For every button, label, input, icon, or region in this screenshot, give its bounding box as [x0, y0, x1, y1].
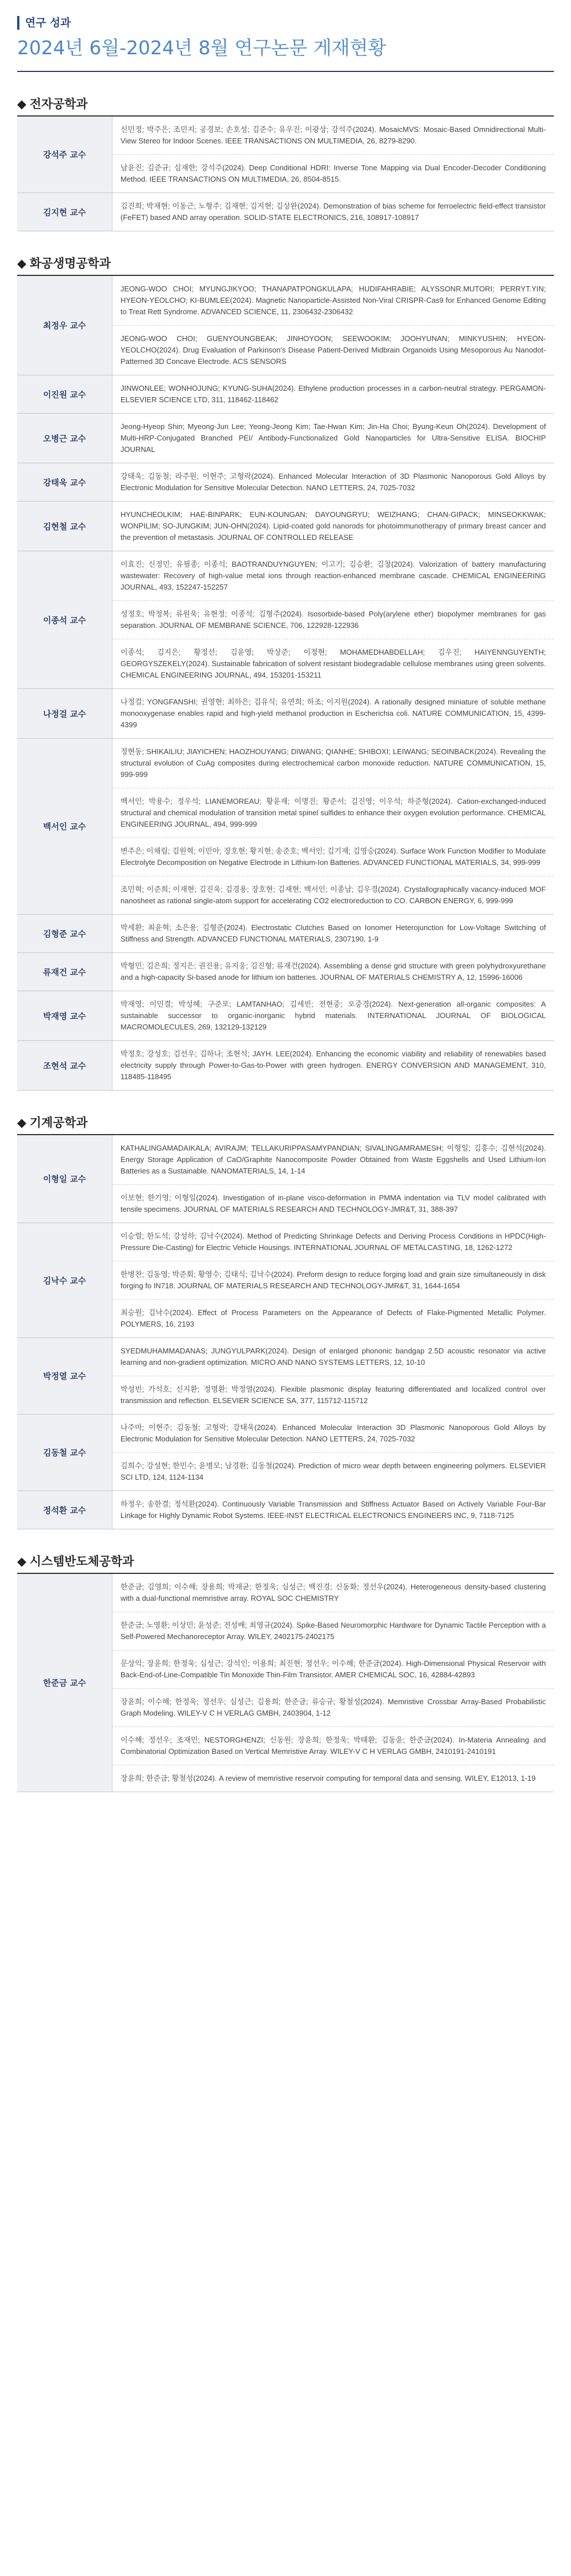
publication-row [17, 551, 554, 601]
publication-citation: 장윤희; 이수해; 한정욱; 정선우; 심성근; 김용희; 한준금; 류승규; 황철성(2024). Memristive Crossbar Array-Based Probabilistic Graph Modeling. WILEY-V C H VERLAG GMBH, 2403904, 1-12 [112, 1689, 554, 1727]
section-title [17, 96, 554, 112]
publication-table [17, 1574, 554, 1792]
section-title [17, 1553, 554, 1569]
sections-container [0, 96, 571, 1792]
publication-row [17, 1491, 554, 1529]
publication-row [17, 1415, 554, 1453]
diamond-bullet-icon: ◆ [17, 97, 27, 111]
publication-row [17, 953, 554, 991]
publication-citation: 박형민; 김은희; 정지은; 권진용; 유지웅; 김진형; 류재건(2024). Assembling a dense grid structure with green polyhydroxyurethane and a high-capacity Si-based anode for lithium ion batteries. JOURNAL OF MATERIALS CHEMISTRY A, 12, 15996-16006 [112, 953, 554, 991]
publication-row [17, 1135, 554, 1185]
professor-name: 김지현 교수 [17, 193, 112, 231]
publication-row [17, 689, 554, 739]
publication-citation: 박세환; 최윤혁; 소은용; 김형준(2024). Electrostatic Clutches Based on Ionomer Heterojunction for Low-Voltage Switching of Stiffness and Strength. ADVANCED FUNCTIONAL MATERIALS, 2307190, 1-9 [112, 915, 554, 953]
publication-citation: 남윤진; 김준규; 심재한; 강석주(2024). Deep Conditional HDRI: Inverse Tone Mapping via Dual Encoder-Decoder Conditioning Method. IEEE TRANSACTIONS ON MULTIMEDIA, 26, 8504-8515. [112, 155, 554, 193]
publication-table [17, 276, 554, 1091]
publication-citation: 나정걸; YONGFANSHI; 권영현; 최하은; 김유식; 유연희; 하조; 이지원(2024). A rationally designed miniature of soluble methane monooxygenase enables rapid and high-yield methanol production in Escherichia coli. NATURE COMMUNICATION, 15, 4399-4399 [112, 689, 554, 739]
publication-row [17, 1041, 554, 1091]
professor-name: 조현석 교수 [17, 1041, 112, 1091]
professor-name: 최정우 교수 [17, 276, 112, 375]
publication-citation: 박재영; 이민결; 박성혜; 구준모; LAMTANHAO; 김세빈; 전현중; 오중경(2024). Next-generation all-organic composites: A sustainable successor to organic-inorganic hybrid materials. INTERNATIONAL JOURNAL OF BIOLOGICAL MACROMOLECULES, 269, 132129-132129 [112, 991, 554, 1041]
publication-citation: 정현동; SHIKAILIU; JIAYICHEN; HAOZHOUYANG; DIWANG; QIANHE; SHIBOXI; LEIWANG; SEOINBACK(2024). Revealing the structural evolution of CuAg composites during electrochemical carbon monoxide reduction. NATURE COMMUNICATION, 15, 999-999 [112, 739, 554, 788]
section-title [17, 1115, 554, 1131]
publication-row [17, 375, 554, 414]
publication-citation: KATHALINGAMADAIKALA; AVIRAJM; TELLAKURIPPASAMYPANDIAN; SIVALINGAMRAMESH; 이형일; 김흥수; 김현석(2024). Energy Storage Application of CaO/Graphite Nanocomposite Powder Obtained from Waste Eggshells and Used Lithium-Ion Batteries as a Sustainable. NANOMATERIALS, 14, 1-14 [112, 1135, 554, 1185]
publication-citation: 이효진; 신정민; 유필종; 이종석; BAOTRANDUYNGUYEN; 이고기; 김승환; 김창(2024). Valorization of battery manufacturing wastewater: Recovery of high-value metal ions through reaction-enhanced membrane cascade. CHEMICAL ENGINEERING JOURNAL, 493, 152247-152257 [112, 551, 554, 601]
section-title [17, 255, 554, 271]
professor-name: 한준금 교수 [17, 1574, 112, 1792]
publication-citation: JEONG-WOO CHOI; MYUNGJIKYOO; THANAPATPONGKULAPA; HUDIFAHRABIE; ALYSSONR.MUTORI; PERRYT.YIN; HYEON-YEOLCHO; KI-BUMLEE(2024). Magnetic Nanoparticle-Assisted Non-Viral CRISPR-Cas9 for Enhanced Genome Editing to Treat Rett Syndrome. ADVANCED SCIENCE, 11, 2306432-2306432 [112, 276, 554, 326]
publication-citation: 신민정; 박주은; 조민지; 공경보; 손호성; 김준수; 유우진; 이광상; 강석주(2024). MosaicMVS: Mosaic-Based Omnidirectional Multi-View Stereo for Indoor Scenes. IEEE TRANSACTIONS ON MULTIMEDIA, 26, 8279-8290. [112, 117, 554, 155]
publication-citation: HYUNCHEOLKIM; HAE-BINPARK; EUN-KOUNGAN; DAYOUNGRYU; WEIZHANG; CHAN-GIPACK; MINSEOKKWAK; WONPILIM; SO-JUNGKIM; JUN-OHN(2024). Lipid-coated gold nanorods for photoimmunotherapy of primary breast cancer and the prevention of metastasis. JOURNAL OF CONTROLLED RELEASE [112, 502, 554, 551]
publication-citation: 하정우; 송한결; 정석환(2024). Continuously Variable Transmission and Stiffness Actuator Based on Actively Variable Four-Bar Linkage for Highly Dynamic Robot Systems. IEEE-INST ELECTRICAL ELECTRONICS ENGINEERS INC, 9, 7118-7125 [112, 1491, 554, 1529]
publication-citation: 문상익; 장윤희; 한정욱; 심성근; 강석인; 이용희; 최진현; 정선우; 이수해; 한준금(2024). High-Dimensional Physical Reservoir with Back-End-of-Line-Compatible Tin Monoxide Thin-Film Transistor. AMER CHEMICAL SOC, 16, 42884-42893 [112, 1650, 554, 1689]
header-divider [17, 71, 554, 72]
publication-citation: 박성빈; 가석호; 신지환; 정명환; 박정열(2024). Flexible plasmonic display featuring differentiated and localized control over transmission and reflection. ELSEVIER SCIENCE SA, 377, 115712-115712 [112, 1376, 554, 1415]
diamond-bullet-icon: ◆ [17, 1555, 27, 1568]
publication-row [17, 1574, 554, 1612]
professor-name: 류재건 교수 [17, 953, 112, 991]
professor-name: 강석주 교수 [17, 117, 112, 193]
page-header [0, 0, 571, 72]
publication-row [17, 117, 554, 155]
publication-row [17, 193, 554, 231]
publication-citation: 이보현; 한기영; 이형일(2024). Investigation of in-plane visco-deformation in PMMA indentation via TLV model calibrated with tensile specimens. JOURNAL OF MATERIALS RESEARCH AND TECHNOLOGY-JMR&T, 31, 388-397 [112, 1185, 554, 1223]
department-section [17, 255, 554, 1091]
publication-citation: 한준금; 김영희; 이수해; 장용희; 박재균; 한정욱; 심성근; 백진경; 신동화; 정선우(2024). Heterogeneous density-based clustering with a dual-functional memristive array. ROYAL SOC CHEMISTRY [112, 1574, 554, 1612]
section-title-label: 시스템반도체공학과 [30, 1555, 134, 1568]
publication-table [17, 1135, 554, 1529]
professor-name: 정석환 교수 [17, 1491, 112, 1529]
diamond-bullet-icon: ◆ [17, 1116, 27, 1129]
publication-citation: 나주마; 이현주; 김동철; 고형락; 강태욱(2024). Enhanced Molecular Interaction 3D Plasmonic Nanoporous Gold Alloys by Electronic Modulation for Sensitive Molecular Detection. NANO LETTERS, 24, 7025-7032 [112, 1415, 554, 1453]
publication-citation: Jeong-Hyeop Shin; Myeong-Jun Lee; Yeong-Jeong Kim; Tae-Hwan Kim; Jin-Ha Choi; Byung-Keun Oh(2024). Development of Multi-HRP-Conjugated Branched PEI/ Antibody-Functionalized Gold Nanoparticles for Ultra-Sensitive ELISA. BIOCHIP JOURNAL [112, 414, 554, 463]
professor-name: 오병근 교수 [17, 414, 112, 463]
publication-citation: 최승원; 김낙수(2024). Effect of Process Parameters on the Appearance of Defects of Flake-Pigmented Metallic Polymer. POLYMERS, 16, 2193 [112, 1300, 554, 1338]
publication-citation: JEONG-WOO CHOI; GUENYOUNGBEAK; JINHOYOON; SEEWOOKIM; JOOHYUNAN; MINKYUSHIN; HYEON-YEOLCHO(2024). Drug Evaluation of Parkinson's Disease Patient-Derived Midbrain Organoids Using Mesoporous Au Nanodot-Patterned 3D Concave Electrode. ACS SENSORS [112, 326, 554, 375]
publication-citation: 김진희; 박재현; 이동근; 노형주; 김재현; 김지현; 김상완(2024). Demonstration of bias scheme for ferroelectric field-effect transistor (FeFET) based AND array operation. SOLID-STATE ELECTRONICS, 216, 108917-108917 [112, 193, 554, 231]
professor-name: 강태욱 교수 [17, 463, 112, 502]
publication-citation: JINWONLEE; WONHOJUNG; KYUNG-SUHA(2024). Ethylene production processes in a carbon-neutral strategy. PERGAMON-ELSEVIER SCIENCE LTD, 311, 118462-118462 [112, 375, 554, 414]
professor-name: 나정걸 교수 [17, 689, 112, 739]
department-section [17, 1553, 554, 1792]
publication-citation: 김희수; 강성현; 한민수; 윤병모; 남경환; 김동철(2024). Prediction of micro wear depth between engineering polymers. ELSEVIER SCI LTD, 124, 1124-1134 [112, 1453, 554, 1491]
section-title-label: 기계공학과 [30, 1116, 88, 1129]
publication-citation: 이종석; 김지은; 황정선; 김윤영; 박상준; 이정현; MOHAMEDHABDELLAH; 김우진; HAIYENNGUYENTH; GEORGYSZEKELY(2024). Sustainable fabrication of solvent resistant biodegradable cellulose membranes using green solvents. CHEMICAL ENGINEERING JOURNAL, 494, 153201-153211 [112, 639, 554, 689]
professor-name: 김동철 교수 [17, 1415, 112, 1491]
publication-row [17, 991, 554, 1041]
professor-name: 박정열 교수 [17, 1338, 112, 1415]
department-section [17, 1115, 554, 1529]
section-title-label: 전자공학과 [30, 97, 88, 111]
publication-row [17, 1223, 554, 1261]
diamond-bullet-icon: ◆ [17, 257, 27, 270]
page-kicker: 연구 성과 [17, 16, 554, 30]
professor-name: 이종석 교수 [17, 551, 112, 689]
publication-row [17, 414, 554, 463]
professor-name: 이형일 교수 [17, 1135, 112, 1223]
publication-citation: 박정호; 강성호; 김선우; 김하나; 조현석; JAYH. LEE(2024). Enhancing the economic viability and reliability of renewables based electricity supply through Power-to-Gas-to-Power with green hydrogen. ENERGY CONVERSION AND MANAGEMENT, 310, 118485-118495 [112, 1041, 554, 1091]
publication-citation: 이수해; 정선우; 조재민; NESTORGHENZI; 신동원; 장윤희; 한정욱; 박태환; 김동윤; 한준금(2024). In-Materia Annealing and Combinatorial Optimization Based on Vertical Memristive Array. WILEY-V C H VERLAG GMBH, 2410191-2410191 [112, 1727, 554, 1765]
publication-citation: 변주은; 이채림; 김원혁; 이민아; 장호현; 황지현; 송준호; 백서인; 김기재; 김영승(2024). Surface Work Function Modifier to Modulate Electrolyte Decomposition on Negative Electrode in Lithium-Ion Batteries. ADVANCED FUNCTIONAL MATERIALS, 34, 999-999 [112, 838, 554, 876]
professor-name: 백서인 교수 [17, 739, 112, 915]
professor-name: 이진원 교수 [17, 375, 112, 414]
publication-row [17, 739, 554, 788]
professor-name: 김낙수 교수 [17, 1223, 112, 1338]
publication-row [17, 276, 554, 326]
publication-citation: 백서인; 박용수; 정우석; LIANEMOREAU; 황윤재; 이명진; 황준서; 김진영; 이우석; 하준형(2024). Cation-exchanged-induced structural and chemical modulation of transition metal spinel sulfides to enhance their oxygen evolution performance. CHEMICAL ENGINEERING JOURNAL, 494, 999-999 [112, 788, 554, 838]
section-title-label: 화공생명공학과 [30, 257, 111, 270]
page-title: 2024년 6월-2024년 8월 연구논문 게재현황 [17, 37, 387, 59]
publication-row [17, 463, 554, 502]
department-section [17, 96, 554, 231]
publication-citation: 성정호; 박정복; 류원욱; 유현정; 이종석; 김형주(2024). Isosorbide-based Poly(arylene ether) biopolymer membranes for gas separation. JOURNAL OF MEMBRANE SCIENCE, 706, 122928-122936 [112, 601, 554, 639]
publication-citation: 강태욱; 김동철; 라주원; 이현주; 고형락(2024). Enhanced Molecular Interaction of 3D Plasmonic Nanoporous Gold Alloys by Electronic Modulation for Sensitive Molecular Detection. NANO LETTERS, 24, 7025-7032 [112, 463, 554, 502]
publication-citation: SYEDMUHAMMADANAS; JUNGYULPARK(2024). Design of enlarged phononic bandgap 2.5D acoustic resonator via active learning and non-gradient optimization. MICRO AND NANO SYSTEMS LETTERS, 12, 10-10 [112, 1338, 554, 1376]
professor-name: 박재영 교수 [17, 991, 112, 1041]
publication-citation: 장윤희; 한준금; 황철성(2024). A review of memristive reservoir computing for temporal data and sensing. WILEY, E12013, 1-19 [112, 1765, 554, 1792]
publication-table [17, 117, 554, 231]
publication-citation: 이승렬; 한도석; 강성하; 김낙수(2024). Method of Predicting Shrinkage Defects and Deriving Process Conditions in HPDC(High-Pressure Die-Casting) for Electric Vehicle Housings. INTERNATIONAL JOURNAL OF METALCASTING, 18, 1262-1272 [112, 1223, 554, 1261]
publication-citation: 한병찬; 김동영; 박준회; 황영수; 김태식; 김낙수(2024). Preform design to reduce forging load and grain size simultaneously in disk forging fo IN718. JOURNAL OF MATERIALS RESEARCH AND TECHNOLOGY-JMR&T, 31, 1644-1654 [112, 1261, 554, 1300]
publication-citation: 조민혁; 이준희; 이재현; 김진욱; 김경용; 장호현; 김재현; 백서인; 이종남; 김우경(2024). Crystallographically vacancy-induced MOF nanosheet as rational single-atom support for accelerating CO2 electroreduction to CO. CARBON ENERGY, 6, 999-999 [112, 876, 554, 915]
professor-name: 김현철 교수 [17, 502, 112, 551]
publication-row [17, 502, 554, 551]
professor-name: 김형준 교수 [17, 915, 112, 953]
publication-row [17, 1338, 554, 1376]
publication-row [17, 915, 554, 953]
publication-citation: 한준금; 노영환; 이상민; 윤성준; 전성배; 최영규(2024). Spike-Based Neuromorphic Hardware for Dynamic Tactile Perception with a Self-Powered Mechanoreceptor Array. WILEY, 2402175-2402175 [112, 1612, 554, 1650]
